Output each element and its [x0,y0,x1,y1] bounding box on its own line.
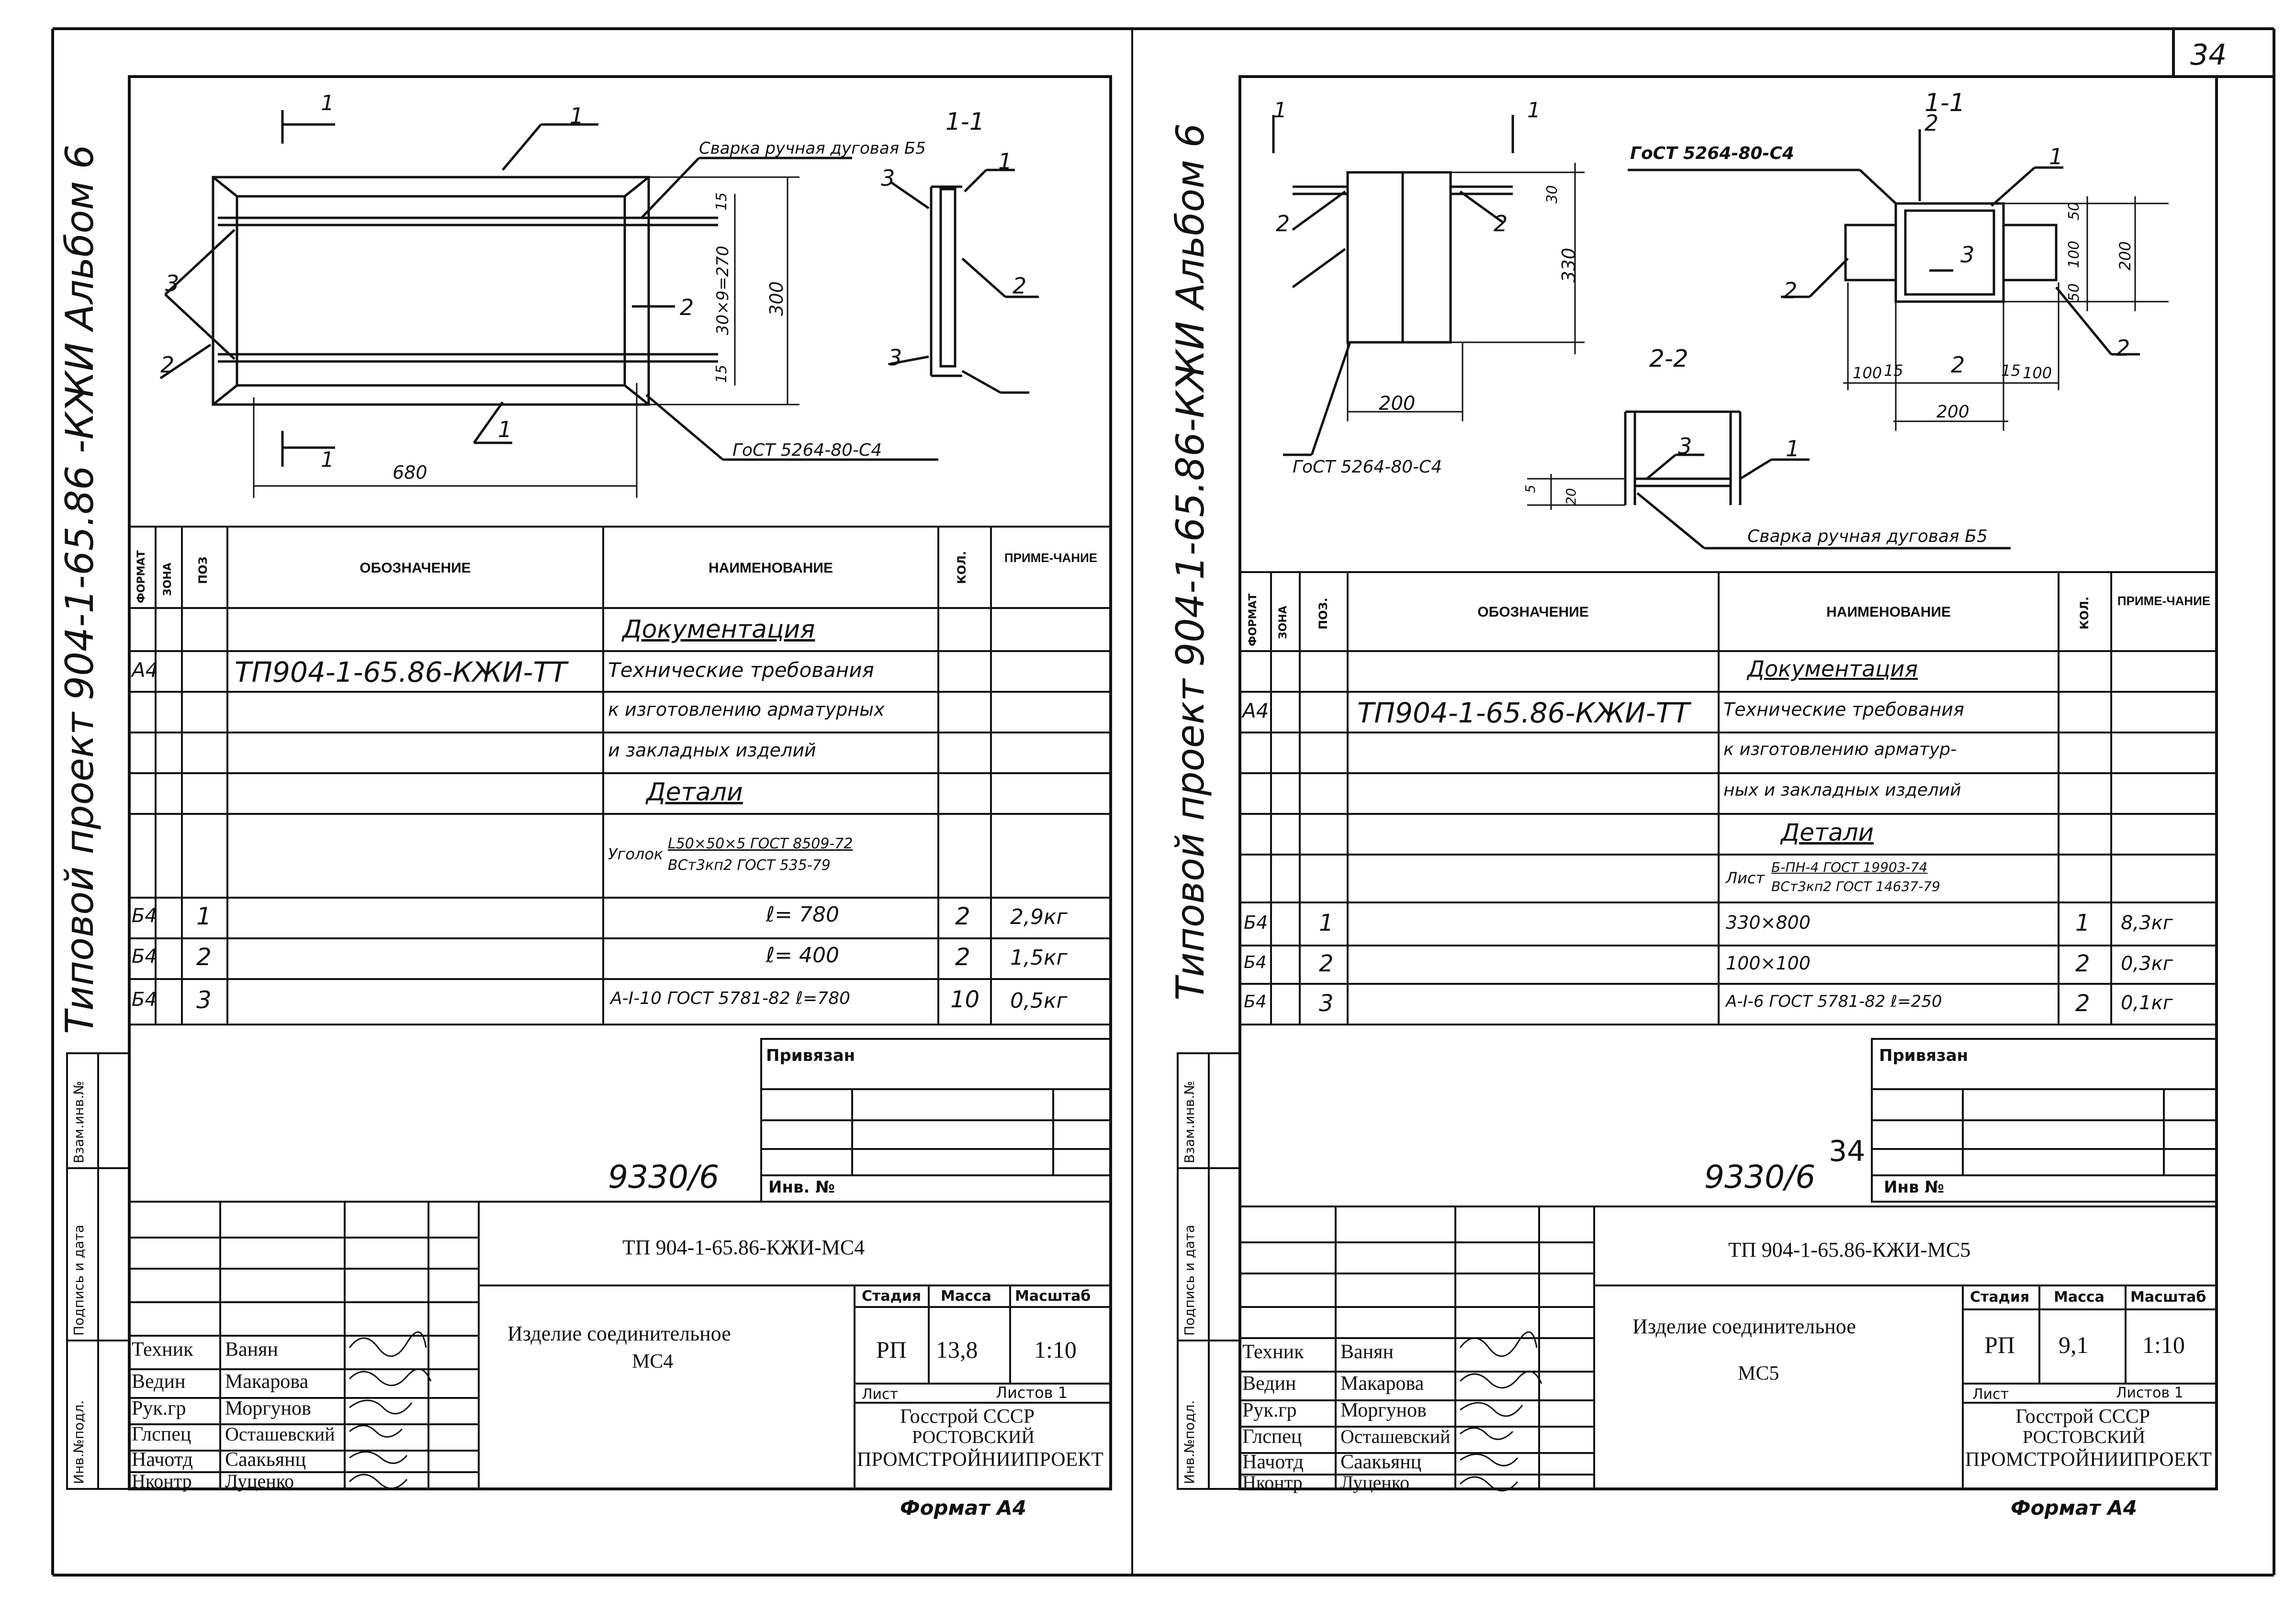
left-row1-name: ℓ= 780 [766,902,840,927]
right-dim-30: 30 [1544,185,1561,203]
left-name-2: Макарова [225,1371,309,1393]
left-side-col-3: Инв.№подл. [71,1400,87,1484]
left-org-3: ПРОМСТРОЙНИИПРОЕКТ [857,1449,1103,1471]
left-format: Формат А4 [900,1496,1026,1520]
right-h-name: НАИМЕНОВАНИЕ [1826,604,1951,620]
left-role-5: Начотд [132,1449,193,1471]
left-stage-h: Стадия [862,1288,922,1305]
right-callout: 2 [1276,211,1290,237]
right-role-2: Ведин [1242,1373,1296,1395]
right-role-6: Нконтр [1242,1472,1303,1493]
left-row2-format: Б4 [132,946,157,968]
right-row3-pos: 3 [1319,990,1334,1017]
left-role-2: Ведин [132,1371,186,1393]
right-callout: 1 [2049,144,2063,169]
right-name-2: Макарова [1340,1373,1424,1395]
right-row2-note: 0,3кг [2121,953,2173,975]
right-doc-name-2: к изготовлению арматур- [1723,740,1957,759]
right-mass: 9,1 [2059,1331,2089,1358]
right-doc-format: А4 [1242,699,1269,722]
right-page-mark: 34 [1829,1135,1866,1168]
right-name-3: Моргунов [1340,1399,1427,1421]
right-sheets: Листов 1 [2116,1385,2183,1401]
right-dim-100a: 100 [1853,364,1882,382]
right-section-doc: Документация [1747,656,1918,682]
left-callout: 1 [498,417,512,442]
left-row2-qty: 2 [955,943,970,971]
right-format: Формат А4 [2011,1496,2137,1520]
left-cut-mark-top: 1 [321,91,334,115]
right-row2-format: Б4 [1244,953,1267,972]
right-role-1: Техник [1242,1341,1304,1363]
left-material-top: L50×50×5 ГОСТ 8509-72 [668,835,853,852]
left-org-1: Госстрой СССР [900,1406,1035,1428]
right-org-2: РОСТОВСКИЙ [2023,1427,2145,1447]
right-material-top: Б-ПН-4 ГОСТ 19903-74 [1771,859,1928,875]
left-side-col-1: Взам.инв.№ [71,1081,87,1163]
left-section-label: 1-1 [945,108,985,135]
right-material-prefix: Лист [1726,869,1765,887]
left-h-designation: ОБОЗНАЧЕНИЕ [360,560,471,576]
right-side-title: Типовой проект 904-1-65.86-КЖИ Альбом 6 [1168,123,1213,1001]
left-scale: 1:10 [1034,1336,1077,1363]
right-dim-20: 20 [1563,488,1579,505]
left-callout: 1 [570,103,584,129]
left-row3-qty: 10 [950,986,980,1013]
left-weld-note: Сварка ручная дуговая Б5 [699,139,926,158]
right-h-zone: ЗОНА [1277,606,1289,639]
left-h-qty: КОЛ. [955,551,968,584]
left-callout: 2 [680,294,694,320]
right-row3-format: Б4 [1244,992,1267,1012]
right-name-6: Луценко [1340,1472,1410,1493]
left-row3-note: 0,5кг [1010,989,1068,1013]
right-scale: 1:10 [2142,1331,2185,1358]
left-stamp-mark: МС4 [632,1351,674,1373]
right-dim-15a: 15 [1884,361,1903,380]
right-name-4: Осташевский [1340,1426,1451,1447]
left-doc-code: ТП904-1-65.86-КЖИ-ТТ [235,656,567,688]
left-name-5: Саакьянц [225,1449,306,1471]
right-org-3: ПРОМСТРОЙНИИПРОЕКТ [1965,1449,2212,1471]
right-dim-15b: 15 [2001,361,2021,380]
right-role-4: Глспец [1242,1426,1302,1448]
right-row1-name: 330×800 [1726,912,1811,933]
right-dim-h200: 200 [2116,241,2134,270]
right-scale-h: Масштаб [2130,1289,2206,1306]
left-name-1: Ванян [225,1339,278,1361]
right-album-no: 9330/6 [1704,1159,1816,1195]
right-section-1: 1-1 [1925,89,1965,117]
left-callout: 2 [1013,273,1027,299]
left-callout: 3 [888,345,902,371]
right-role-5: Начотд [1242,1451,1304,1473]
right-h-pos: ПОЗ. [1317,597,1330,630]
left-sheets: Листов 1 [996,1384,1068,1402]
right-side-col-2: Подпись и дата [1182,1225,1197,1336]
left-stamp-title: Изделие соединительное [507,1322,731,1345]
right-row3-qty: 2 [2075,990,2090,1017]
right-callout: 2 [1494,211,1508,237]
left-stamp-code: ТП 904-1-65.86-КЖИ-МС4 [622,1236,865,1259]
left-h-format: ФОРМАТ [135,550,147,603]
left-section-parts: Детали [646,778,743,807]
right-side-col-3: Инв.№подл. [1182,1400,1197,1484]
right-side-col-1: Взам.инв.№ [1182,1081,1197,1163]
right-dim-h330: 330 [1558,248,1579,282]
right-h-format: ФОРМАТ [1247,593,1259,646]
right-callout: 2 [1925,110,1939,136]
left-gost-note: ГоСТ 5264-80-С4 [732,440,882,460]
right-dim-50b: 50 [2066,283,2082,302]
right-doc-code: ТП904-1-65.86-КЖИ-ТТ [1357,697,1690,729]
left-doc-format: А4 [132,658,158,682]
left-h-pos: ПОЗ [196,556,210,584]
left-callout: 2 [160,352,175,378]
left-cut-mark-bottom: 1 [321,448,334,472]
left-material-bottom: ВСт3кп2 ГОСТ 535-79 [668,857,831,874]
left-row1-pos: 1 [196,902,212,930]
right-doc-name-3: ных и закладных изделий [1723,780,1961,800]
left-dim-length: 680 [393,462,428,483]
right-stamp-code: ТП 904-1-65.86-КЖИ-МС5 [1728,1238,1971,1262]
right-h-designation: ОБОЗНАЧЕНИЕ [1477,604,1589,620]
right-weld-note: Сварка ручная дуговая Б5 [1747,527,1988,546]
right-privyazan: Привязан [1879,1046,1969,1065]
left-mass: 13,8 [936,1336,978,1363]
right-drawing-frame [1273,115,2169,548]
right-row2-qty: 2 [2075,950,2090,977]
left-callout: 1 [998,148,1013,174]
right-dim-5: 5 [1522,484,1538,493]
left-row3-format: Б4 [132,989,157,1011]
right-inv-label: Инв № [1884,1178,1945,1197]
left-name-6: Луценко [225,1470,294,1492]
left-role-6: Нконтр [132,1470,192,1492]
right-callout: 1 [1527,98,1541,123]
left-row3-name: А-I-10 ГОСТ 5781-82 ℓ=780 [610,989,851,1008]
left-section-doc: Документация [622,615,815,644]
right-row1-format: Б4 [1244,912,1268,933]
left-row1-format: Б4 [132,905,157,927]
left-row2-note: 1,5кг [1010,946,1068,970]
right-stage-h: Стадия [1970,1289,2030,1306]
right-sheet: Лист [1972,1386,2009,1403]
left-row3-pos: 3 [196,986,212,1014]
left-dim-bottom: 15 [713,364,730,383]
right-stamp-mark: МС5 [1738,1363,1779,1385]
right-name-1: Ванян [1340,1341,1394,1363]
right-h-note: ПРИМЕ-ЧАНИЕ [2117,594,2211,608]
right-callout: 2 [1783,278,1798,304]
left-h-note: ПРИМЕ-ЧАНИЕ [1004,551,1098,565]
right-callout: 2 [2116,335,2130,361]
left-privyazan: Привязан [766,1046,855,1065]
right-row1-note: 8,3кг [2121,912,2173,934]
page-number: 34 [2190,38,2227,72]
left-inv-label: Инв. № [768,1178,835,1197]
left-h-name: НАИМЕНОВАНИЕ [709,560,833,576]
right-row3-note: 0,1кг [2121,992,2173,1014]
right-stage: РП [1984,1331,2015,1358]
right-callout: 1 [1786,436,1800,462]
left-doc-name-2: к изготовлению арматурных [608,699,885,720]
right-name-5: Саакьянц [1340,1451,1422,1473]
right-dim-100c: 100 [2066,240,2082,268]
left-drawing-frame [160,110,1039,498]
right-mass-h: Масса [2054,1289,2105,1306]
left-row2-name: ℓ= 400 [766,943,840,968]
left-scale-h: Масштаб [1015,1288,1091,1305]
left-dim-top: 15 [713,192,730,211]
left-mass-h: Масса [941,1288,991,1305]
right-gost-top: ГоСТ 5264-80-С4 [1630,144,1794,163]
left-dim-height: 300 [766,281,787,316]
right-section-parts: Детали [1781,819,1874,846]
right-material-bottom: ВСт3кп2 ГОСТ 14637-79 [1771,879,1940,894]
right-dim-w200: 200 [1379,393,1416,415]
right-dim-50a: 50 [2066,202,2082,220]
right-row1-pos: 1 [1319,910,1334,936]
left-side-title: Типовой проект 904-1-65.86 -КЖИ Альбом 6 [57,144,102,1034]
left-album-no: 9330/6 [608,1159,720,1195]
left-callout: 3 [165,270,180,296]
left-callout: 3 [881,165,895,191]
right-doc-name-1: Технические требования [1723,699,1964,720]
left-org-2: РОСТОВСКИЙ [912,1427,1035,1447]
right-callout: 3 [1960,242,1975,268]
left-row1-qty: 2 [955,902,970,930]
right-section-2: 2-2 [1649,345,1688,372]
left-role-1: Техник [132,1339,193,1361]
left-h-zone: ЗОНА [162,563,174,596]
left-role-3: Рук.гр [132,1397,186,1419]
right-callout: 1 [1273,98,1287,123]
right-org-1: Госстрой СССР [2015,1406,2150,1428]
right-dim-100b: 100 [2023,364,2052,382]
left-name-3: Моргунов [225,1397,311,1419]
right-row3-name: А-I-6 ГОСТ 5781-82 ℓ=250 [1726,992,1942,1011]
left-side-col-2: Подпись и дата [71,1225,87,1336]
right-callout: 3 [1678,433,1692,459]
left-role-4: Глспец [132,1423,191,1445]
left-sheet: Лист [862,1386,899,1403]
right-callout: 2 [1951,352,1965,378]
right-stamp-title: Изделие соединительное [1632,1315,1856,1338]
right-row2-name: 100×100 [1726,953,1811,974]
right-h-qty: КОЛ. [2078,596,2091,630]
right-row1-qty: 1 [2075,910,2090,936]
left-doc-name-1: Технические требования [608,658,874,682]
left-stage: РП [876,1336,907,1363]
left-dim-pitch: 30×9=270 [713,246,732,335]
left-row2-pos: 2 [196,943,212,971]
right-dim-200b: 200 [1936,402,1970,422]
right-row2-pos: 2 [1319,950,1334,977]
left-name-4: Осташевский [225,1423,335,1445]
left-material-prefix: Уголок [608,845,664,863]
left-row1-note: 2,9кг [1010,905,1068,929]
right-role-3: Рук.гр [1242,1399,1297,1421]
right-gost-bottom: ГоСТ 5264-80-С4 [1293,457,1442,477]
left-doc-name-3: и закладных изделий [608,740,816,761]
